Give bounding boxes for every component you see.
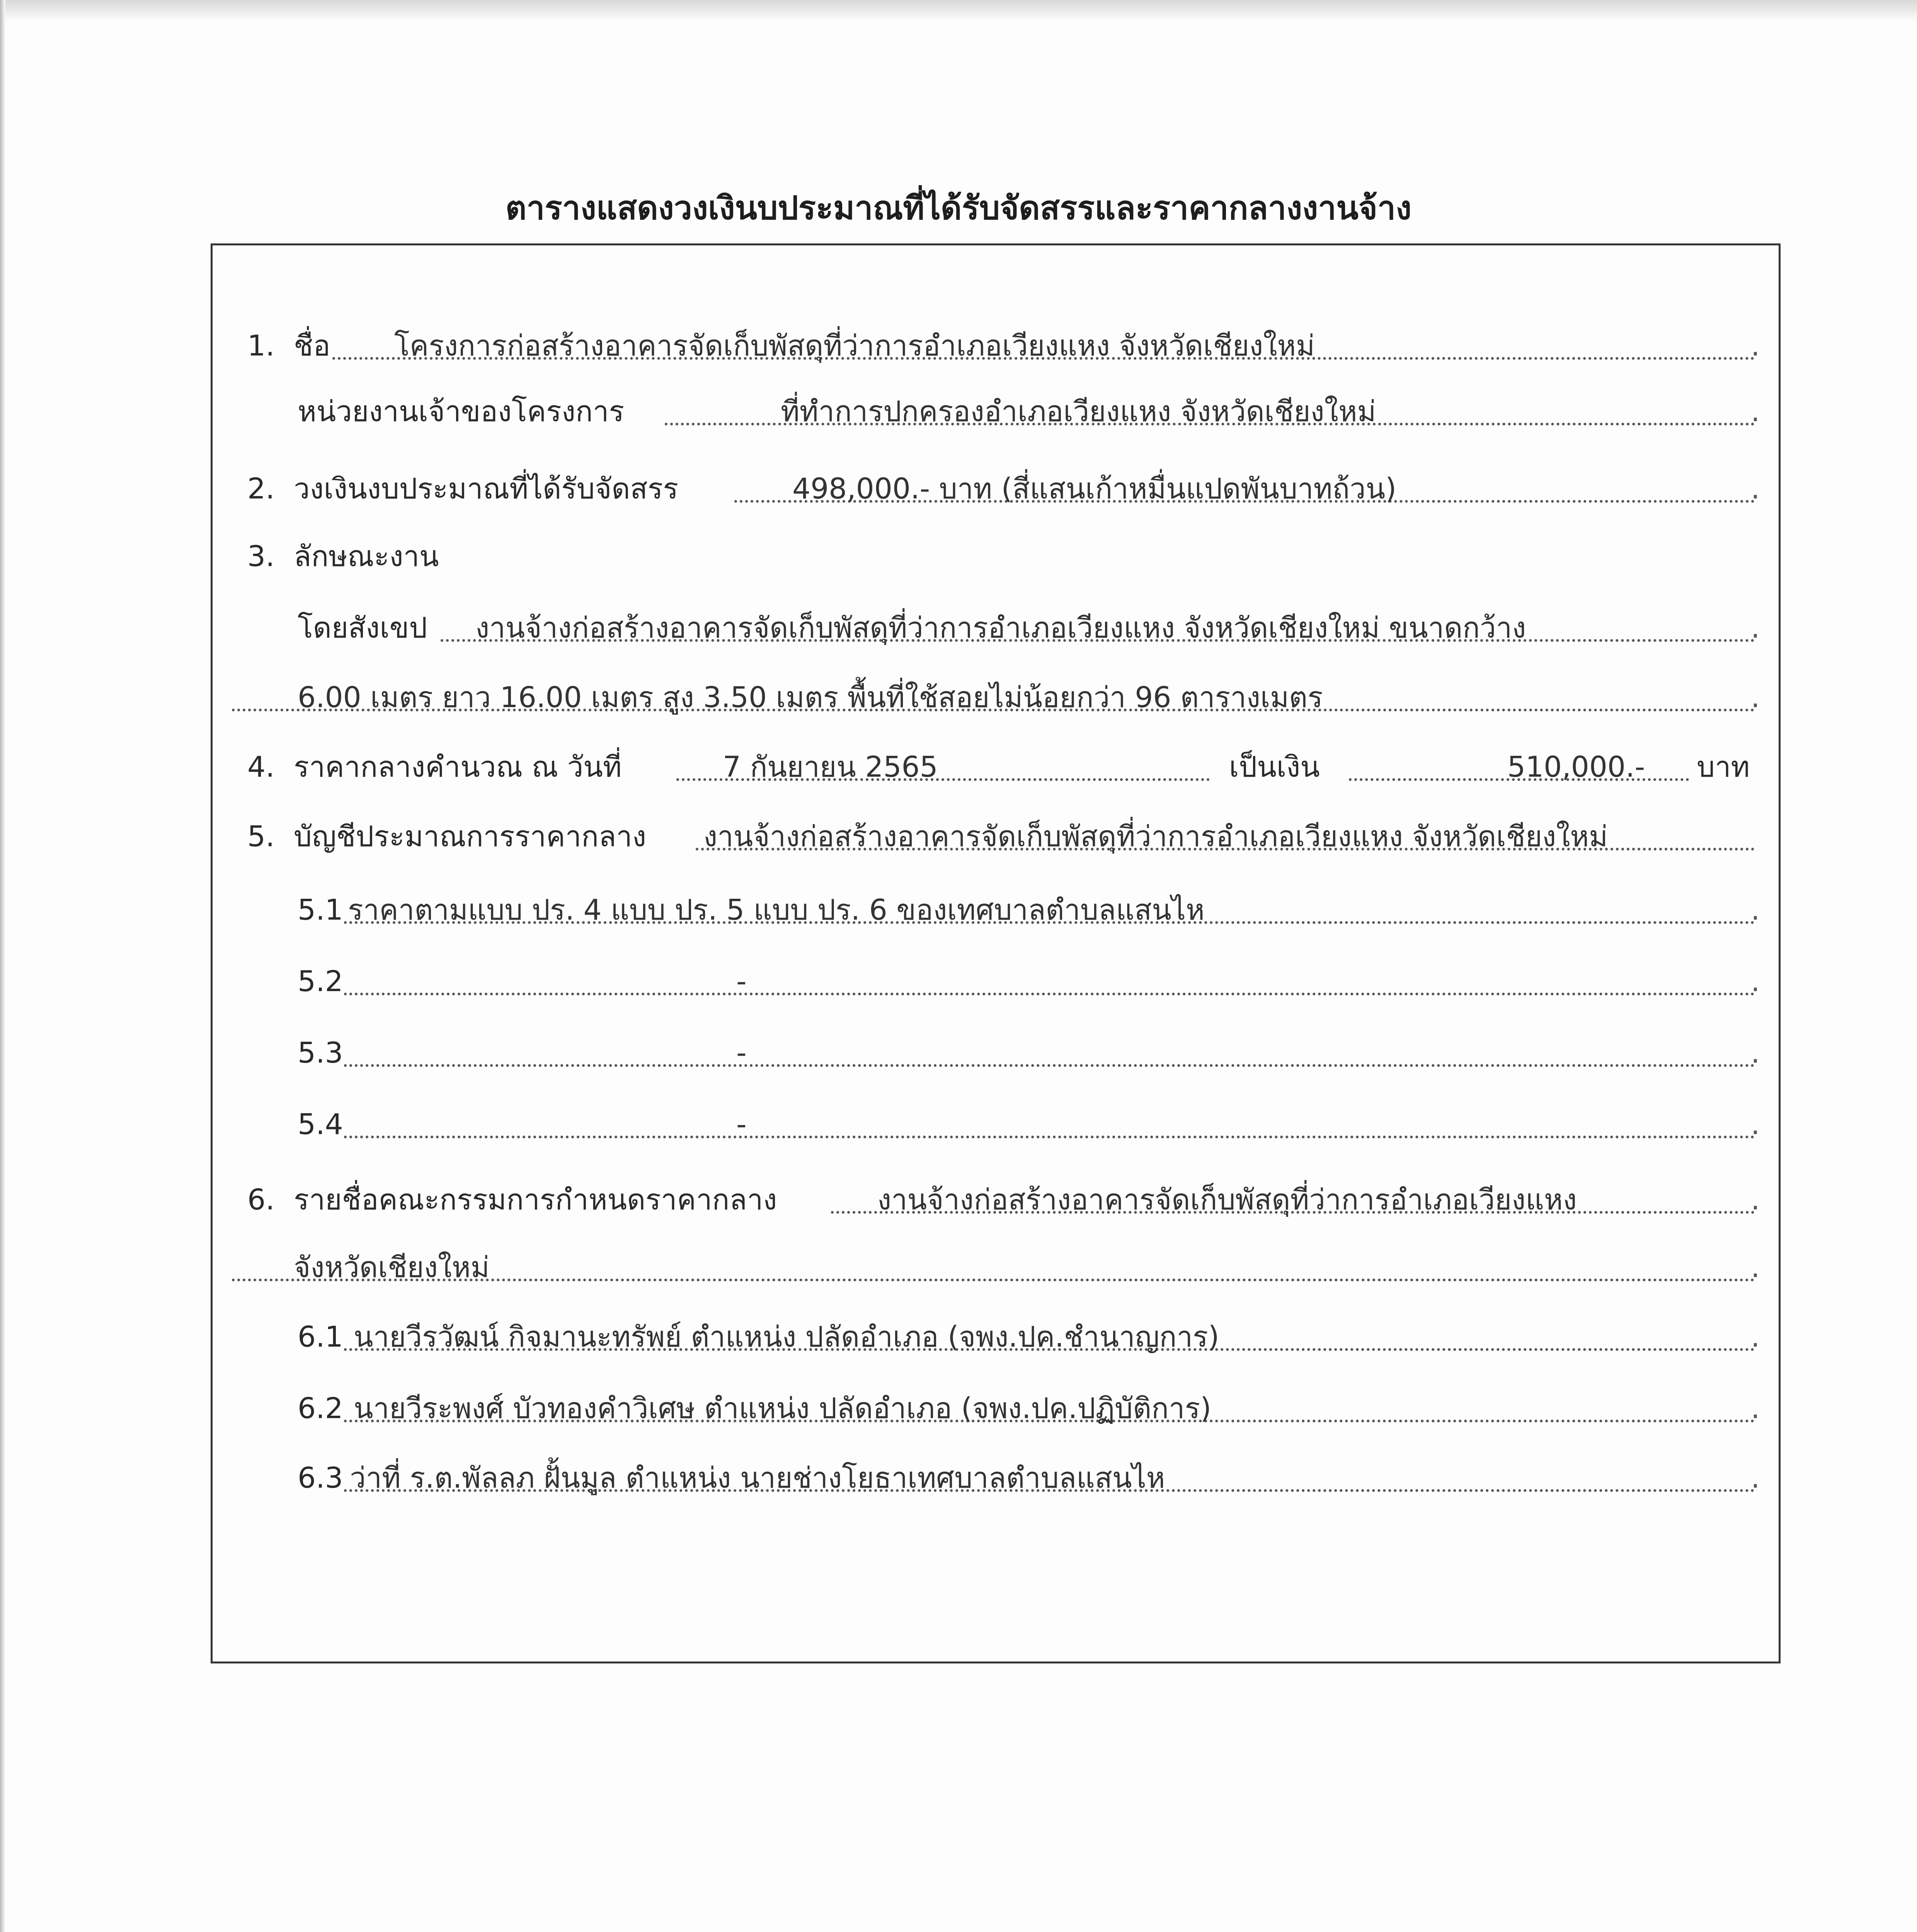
member-6-2-number: 6.2	[298, 1392, 343, 1425]
item1-owner-row: หน่วยงานเจ้าของโครงการ ที่ทำการปกครองอำเภอเวียงแหง จังหวัดเชียงใหม่ .	[0, 390, 1917, 433]
item5-label: บัญชีประมาณการราคากลาง	[294, 820, 646, 853]
item1-label: ชื่อ	[294, 329, 330, 362]
item4-number: 4.	[247, 750, 275, 784]
item1-number: 1.	[247, 329, 275, 362]
member-6-1-row: 6.1 นายวีรวัฒน์ กิจมานะทรัพย์ ตำแหน่ง ปลัดอำเภอ (จพง.ปค.ชำนาญการ) .	[0, 1316, 1917, 1358]
summary-label: โดยสังเขป	[298, 611, 427, 645]
sub-5-1-value: ราคาตามแบบ ปร. 4 แบบ ปร. 5 แบบ ปร. 6 ของเทศบาลตำบลแสนไห	[348, 893, 1205, 927]
item3-summary-row: โดยสังเขป งานจ้างก่อสร้างอาคารจัดเก็บพัสดุที่ว่าการอำเภอเวียงแหง จังหวัดเชียงใหม่ ขนาดกว้าง .	[0, 607, 1917, 649]
item3-row	[0, 535, 1917, 578]
member-6-2-value: นายวีระพงศ์ บัวทองคำวิเศษ ตำแหน่ง ปลัดอำเภอ (จพง.ปค.ปฏิบัติการ)	[354, 1392, 1212, 1425]
item4-amount: 510,000.-	[1507, 750, 1645, 784]
sub-5-3-dotted-line	[344, 1064, 1755, 1067]
item5-number: 5.	[247, 820, 275, 853]
item1-value: โครงการก่อสร้างอาคารจัดเก็บพัสดุที่ว่าการอำเภอเวียงแหง จังหวัดเชียงใหม่	[394, 329, 1315, 362]
item6-value-1: งานจ้างก่อสร้างอาคารจัดเก็บพัสดุที่ว่าการอำเภอเวียงแหง	[877, 1183, 1577, 1216]
member-6-1-value: นายวีรวัฒน์ กิจมานะทรัพย์ ตำแหน่ง ปลัดอำเภอ (จพง.ปค.ชำนาญการ)	[354, 1320, 1219, 1354]
item5-1-row: 5.1 ราคาตามแบบ ปร. 4 แบบ ปร. 5 แบบ ปร. 6 ของเทศบาลตำบลแสนไห .	[0, 889, 1917, 931]
item2-number: 2.	[247, 472, 275, 505]
item5-2-row: 5.2 - .	[0, 960, 1917, 1003]
scan-edge-top	[0, 0, 1917, 21]
item2-row: 2. วงเงินงบประมาณที่ได้รับจัดสรร 498,000.- บาท (สี่แสนเก้าหมื่นแปดพันบาทถ้วน) .	[0, 468, 1917, 510]
member-6-2-row: 6.2 นายวีระพงศ์ บัวทองคำวิเศษ ตำแหน่ง ปลัดอำเภอ (จพง.ปค.ปฏิบัติการ) .	[0, 1387, 1917, 1430]
amount-label: เป็นเงิน	[1229, 750, 1320, 784]
sub-5-4-number: 5.4	[298, 1108, 343, 1141]
summary-line-1: งานจ้างก่อสร้างอาคารจัดเก็บพัสดุที่ว่าการอำเภอเวียงแหง จังหวัดเชียงใหม่ ขนาดกว้าง	[475, 611, 1526, 645]
owner-label: หน่วยงานเจ้าของโครงการ	[298, 395, 625, 428]
item5-3-row: 5.3 - .	[0, 1032, 1917, 1074]
sub-5-3-number: 5.3	[298, 1036, 343, 1070]
item3-number: 3.	[247, 540, 275, 573]
sub-5-1-number: 5.1	[298, 893, 343, 927]
member-6-3-value: ว่าที่ ร.ต.พัลลภ ฝั้นมูล ตำแหน่ง นายช่างโยธาเทศบาลตำบลแสนไห	[350, 1461, 1165, 1495]
item6-number: 6.	[247, 1183, 275, 1216]
owner-value: ที่ทำการปกครองอำเภอเวียงแหง จังหวัดเชียงใหม่	[781, 395, 1376, 428]
item5-row	[0, 815, 1917, 858]
document-title: ตารางแสดงวงเงินบประมาณที่ได้รับจัดสรรและราคากลางงานจ้าง	[505, 189, 1412, 227]
item5-4-row: 5.4 - .	[0, 1103, 1917, 1146]
sub-5-4-value: -	[736, 1108, 747, 1141]
item3-summary-row-2: 6.00 เมตร ยาว 16.00 เมตร สูง 3.50 เมตร พื้นที่ใช้สอยไม่น้อยกว่า 96 ตารางเมตร .	[0, 676, 1917, 719]
sub-5-3-value: -	[736, 1036, 747, 1070]
item3-label: ลักษณะงาน	[294, 540, 439, 573]
item2-label: วงเงินงบประมาณที่ได้รับจัดสรร	[294, 472, 679, 505]
item6-label: รายชื่อคณะกรรมการกำหนดราคากลาง	[294, 1183, 777, 1216]
item6-row-2: จังหวัดเชียงใหม่ .	[0, 1246, 1917, 1289]
item4-date: 7 กันยายน 2565	[723, 750, 938, 784]
sub-5-2-number: 5.2	[298, 965, 343, 998]
member-6-3-number: 6.3	[298, 1461, 343, 1495]
item6-value-2: จังหวัดเชียงใหม่	[294, 1251, 490, 1284]
item5-value: งานจ้างก่อสร้างอาคารจัดเก็บพัสดุที่ว่าการอำเภอเวียงแหง จังหวัดเชียงใหม่	[703, 820, 1608, 853]
member-6-1-number: 6.1	[298, 1320, 343, 1354]
item2-value: 498,000.- บาท (สี่แสนเก้าหมื่นแปดพันบาทถ้วน)	[792, 472, 1397, 505]
member-6-3-row: 6.3 ว่าที่ ร.ต.พัลลภ ฝั้นมูล ตำแหน่ง นายช่างโยธาเทศบาลตำบลแสนไห .	[0, 1457, 1917, 1499]
sub-5-2-dotted-line	[344, 993, 1755, 995]
content-frame	[211, 243, 1781, 1663]
item4-row	[0, 746, 1917, 788]
item4-unit: บาท	[1697, 750, 1750, 784]
item6-row: 6. รายชื่อคณะกรรมการกำหนดราคากลาง งานจ้างก่อสร้างอาคารจัดเก็บพัสดุที่ว่าการอำเภอเวียงแหง .	[0, 1179, 1917, 1221]
item4-label: ราคากลางคำนวณ ณ วันที่	[294, 750, 622, 784]
summary-line-2: 6.00 เมตร ยาว 16.00 เมตร สูง 3.50 เมตร พื้นที่ใช้สอยไม่น้อยกว่า 96 ตารางเมตร	[298, 681, 1323, 714]
sub-5-4-dotted-line	[344, 1136, 1755, 1138]
item1-row: 1. ชื่อ โครงการก่อสร้างอาคารจัดเก็บพัสดุที่ว่าการอำเภอเวียงแหง จังหวัดเชียงใหม่ .	[0, 325, 1917, 367]
sub-5-2-value: -	[736, 965, 747, 998]
